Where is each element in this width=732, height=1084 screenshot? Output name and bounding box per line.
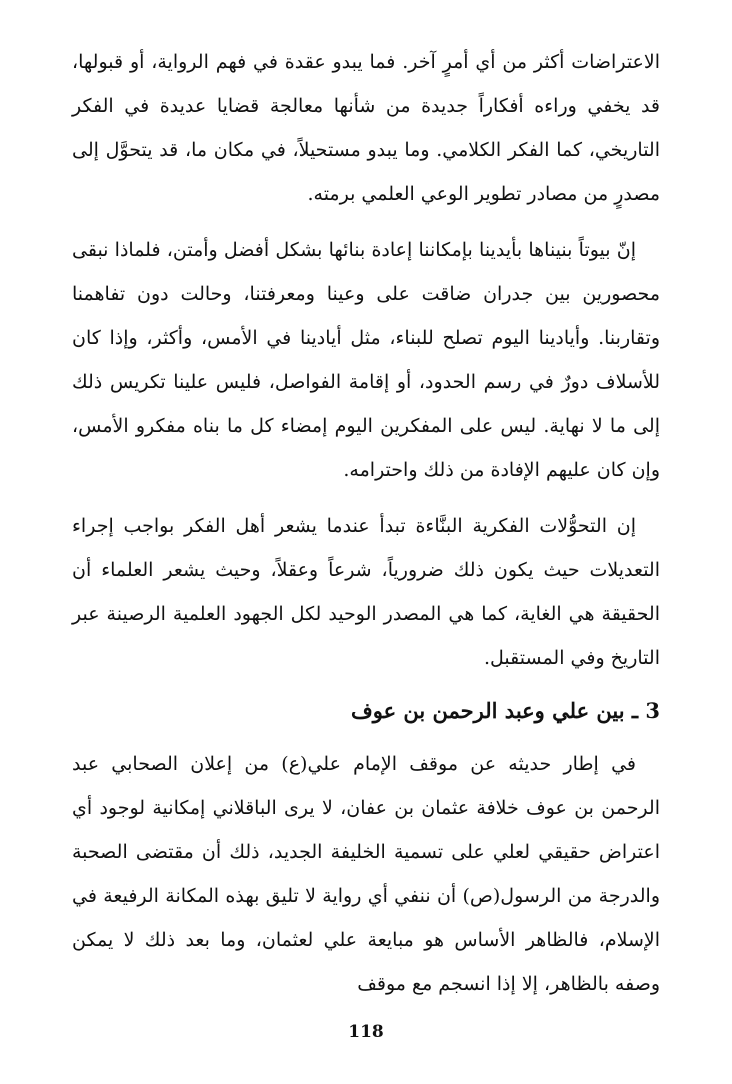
section-paragraph: في إطار حديثه عن موقف الإمام علي(ع) من إعلان الصحابي عبد الرحمن بن عوف خلافة عثمان بن عفان، لا يرى الباقلاني إمكانية لوجود أي اعتراض حقيقي لعلي على تسمية الخليفة الجديد، ذلك أن مقتضى الصحبة والدرجة من الرسول(ص) أن ننفي أي رواية لا تليق بهذه المكانة الرفيعة في الإسلام، فالظاهر الأساس هو مبايعة علي لعثمان، وما بعد ذلك لا يمكن وصفه بالظاهر، إلا إذا انسجم مع موقف — [72, 753, 660, 995]
paragraph-3: إن التحوُّلات الفكرية البنَّاءة تبدأ عندما يشعر أهل الفكر بواجب إجراء التعديلات حيث يكون ذلك ضرورياً، شرعاً وعقلاً، وحيث يشعر العلماء أن الحقيقة هي الغاية، كما هي المصدر الوحيد لكل الجهود العلمية الرصينة عبر التاريخ وفي المستقبل. — [72, 515, 660, 669]
paragraph-1: الاعتراضات أكثر من أي أمرٍ آخر. فما يبدو عقدة في فهم الرواية، أو قبولها، قد يخفي وراءه أفكاراً جديدة من شأنها معالجة قضايا عديدة في الفكر التاريخي، كما الفكر الكلامي. وما يبدو مستحيلاً، في مكان ما، قد يتحوَّل إلى مصدرٍ من مصادر تطوير الوعي العلمي برمته. — [72, 51, 660, 205]
page-body — [72, 40, 660, 1006]
page-number: 118 — [348, 1022, 384, 1042]
section-heading: 3 ـ بين علي وعبد الرحمن بن عوف — [350, 698, 660, 723]
paragraph-2: إنّ بيوتاً بنيناها بأيدينا بإمكاننا إعادة بنائها بشكل أفضل وأمتن، فلماذا نبقى محصورين بين جدران ضاقت على وعينا ومعرفتنا، وحالت دون تفاهمنا وتقاربنا. وأيادينا اليوم تصلح للبناء، مثل أيادينا في الأمس، وأكثر، وإذا كان للأسلاف دورٌ في رسم الحدود، أو إقامة الفواصل، فليس علينا تكريس ذلك إلى ما لا نهاية. ليس على المفكرين اليوم إمضاء كل ما بناه مفكرو الأمس، وإن كان عليهم الإفادة من ذلك واحترامه. — [72, 239, 660, 481]
